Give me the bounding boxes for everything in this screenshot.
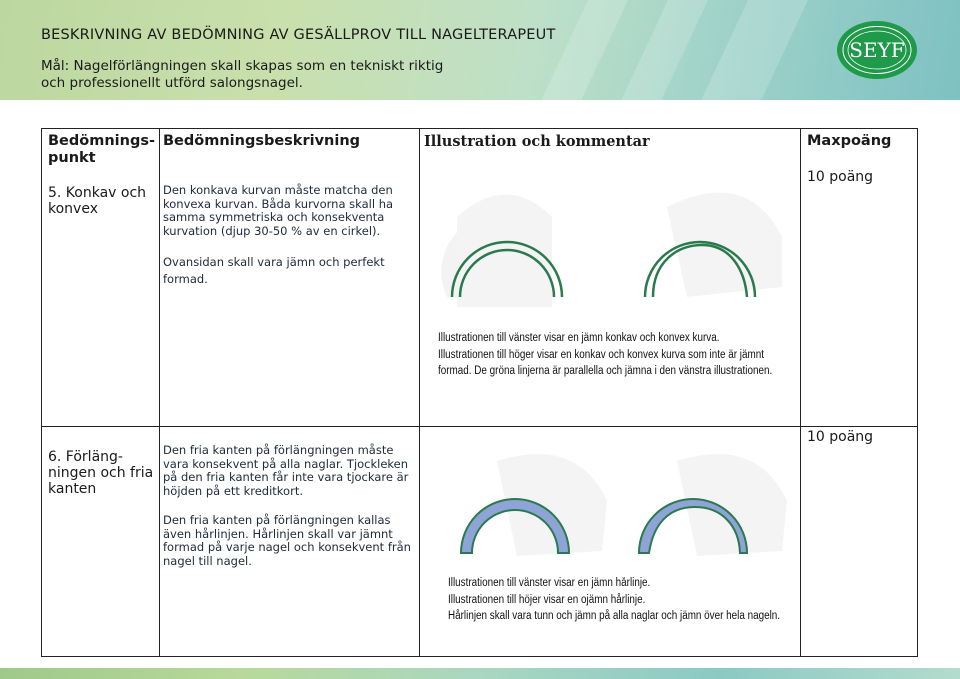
hairline-illustration-even xyxy=(461,454,607,556)
hairline-illustration-uneven xyxy=(639,454,787,556)
document-title: BESKRIVNING AV BEDÖMNING AV GESÄLLPROV TILL NAGELTERAPEUT xyxy=(41,27,556,43)
nail-illustration-uneven xyxy=(645,192,782,297)
row-point-label: 6. Förläng-ningen och fria kanten xyxy=(48,449,154,497)
caption-line: Illustrationen till höjer visar en ojämn hårlinje. xyxy=(448,593,646,606)
header-stripe xyxy=(523,0,638,100)
goal-line: Mål: Nagelförlängningen skall skapas som en tekniskt riktig xyxy=(41,58,444,74)
logo-text: SEYF xyxy=(849,38,905,62)
header-stripe xyxy=(683,0,818,100)
caption-line: Illustrationen till vänster visar en jämn hårlinje. xyxy=(448,577,651,589)
nail-illustration-even xyxy=(441,195,562,308)
caption-line: formad. De gröna linjerna är parallella och jämna i den vänstra illustrationen. xyxy=(438,365,773,377)
description-paragraph: Den fria kanten på förlängningen kallas även hårlinjen. Hårlinjen skall var jämnt formad på varje nagel och konsekvent från nagel till nagel. xyxy=(163,513,411,568)
column-divider xyxy=(159,129,160,656)
caption-line: Illustrationen till höger visar en konkav och konvex kurva som inte är jämnt xyxy=(438,348,764,361)
header-illustration: Illustration och kommentar xyxy=(424,133,650,150)
description-paragraph: Ovansidan skall vara jämn och perfekt formad. xyxy=(163,255,385,286)
description-paragraph: Den fria kanten på förlängningen måste vara konsekvent på alla naglar. Tjockleken på den fria kanten får inte vara tjockare är höjden på ett kreditkort. xyxy=(163,443,409,498)
row-max-points: 10 poäng xyxy=(807,429,874,445)
assessment-table xyxy=(41,128,918,657)
column-divider xyxy=(800,129,801,656)
row-max-points: 10 poäng xyxy=(807,169,874,185)
seyf-logo xyxy=(836,20,918,80)
row-divider xyxy=(42,426,917,427)
description-paragraph: Den konkava kurvan måste matcha den konvexa kurvan. Båda kurvorna skall ha samma symmetriska och konsekventa kurvation (djup 30-50 % av en cirkel). xyxy=(163,183,394,238)
row-description xyxy=(163,184,421,304)
header-point: Bedömnings-punkt xyxy=(48,133,155,166)
caption-line: Hårlinjen skall vara tunn och jämn på alla naglar och jämn över hela nageln. xyxy=(448,610,781,622)
illustration-caption xyxy=(448,575,780,625)
footer-band xyxy=(0,668,960,679)
illustration-caption xyxy=(438,330,772,380)
row-point-label: 5. Konkav och konvex xyxy=(48,185,147,217)
header-description: Bedömningsbeskrivning xyxy=(163,133,361,149)
caption-line: Illustrationen till vänster visar en jämn konkav och konvex kurva. xyxy=(438,332,720,344)
row-description xyxy=(163,444,421,584)
hairline-illustration xyxy=(427,441,797,571)
goal-line: och professionellt utförd salongsnagel. xyxy=(41,75,303,91)
concave-convex-illustration xyxy=(427,177,797,317)
header-max: Maxpoäng xyxy=(807,133,892,149)
document-goal xyxy=(41,58,521,92)
